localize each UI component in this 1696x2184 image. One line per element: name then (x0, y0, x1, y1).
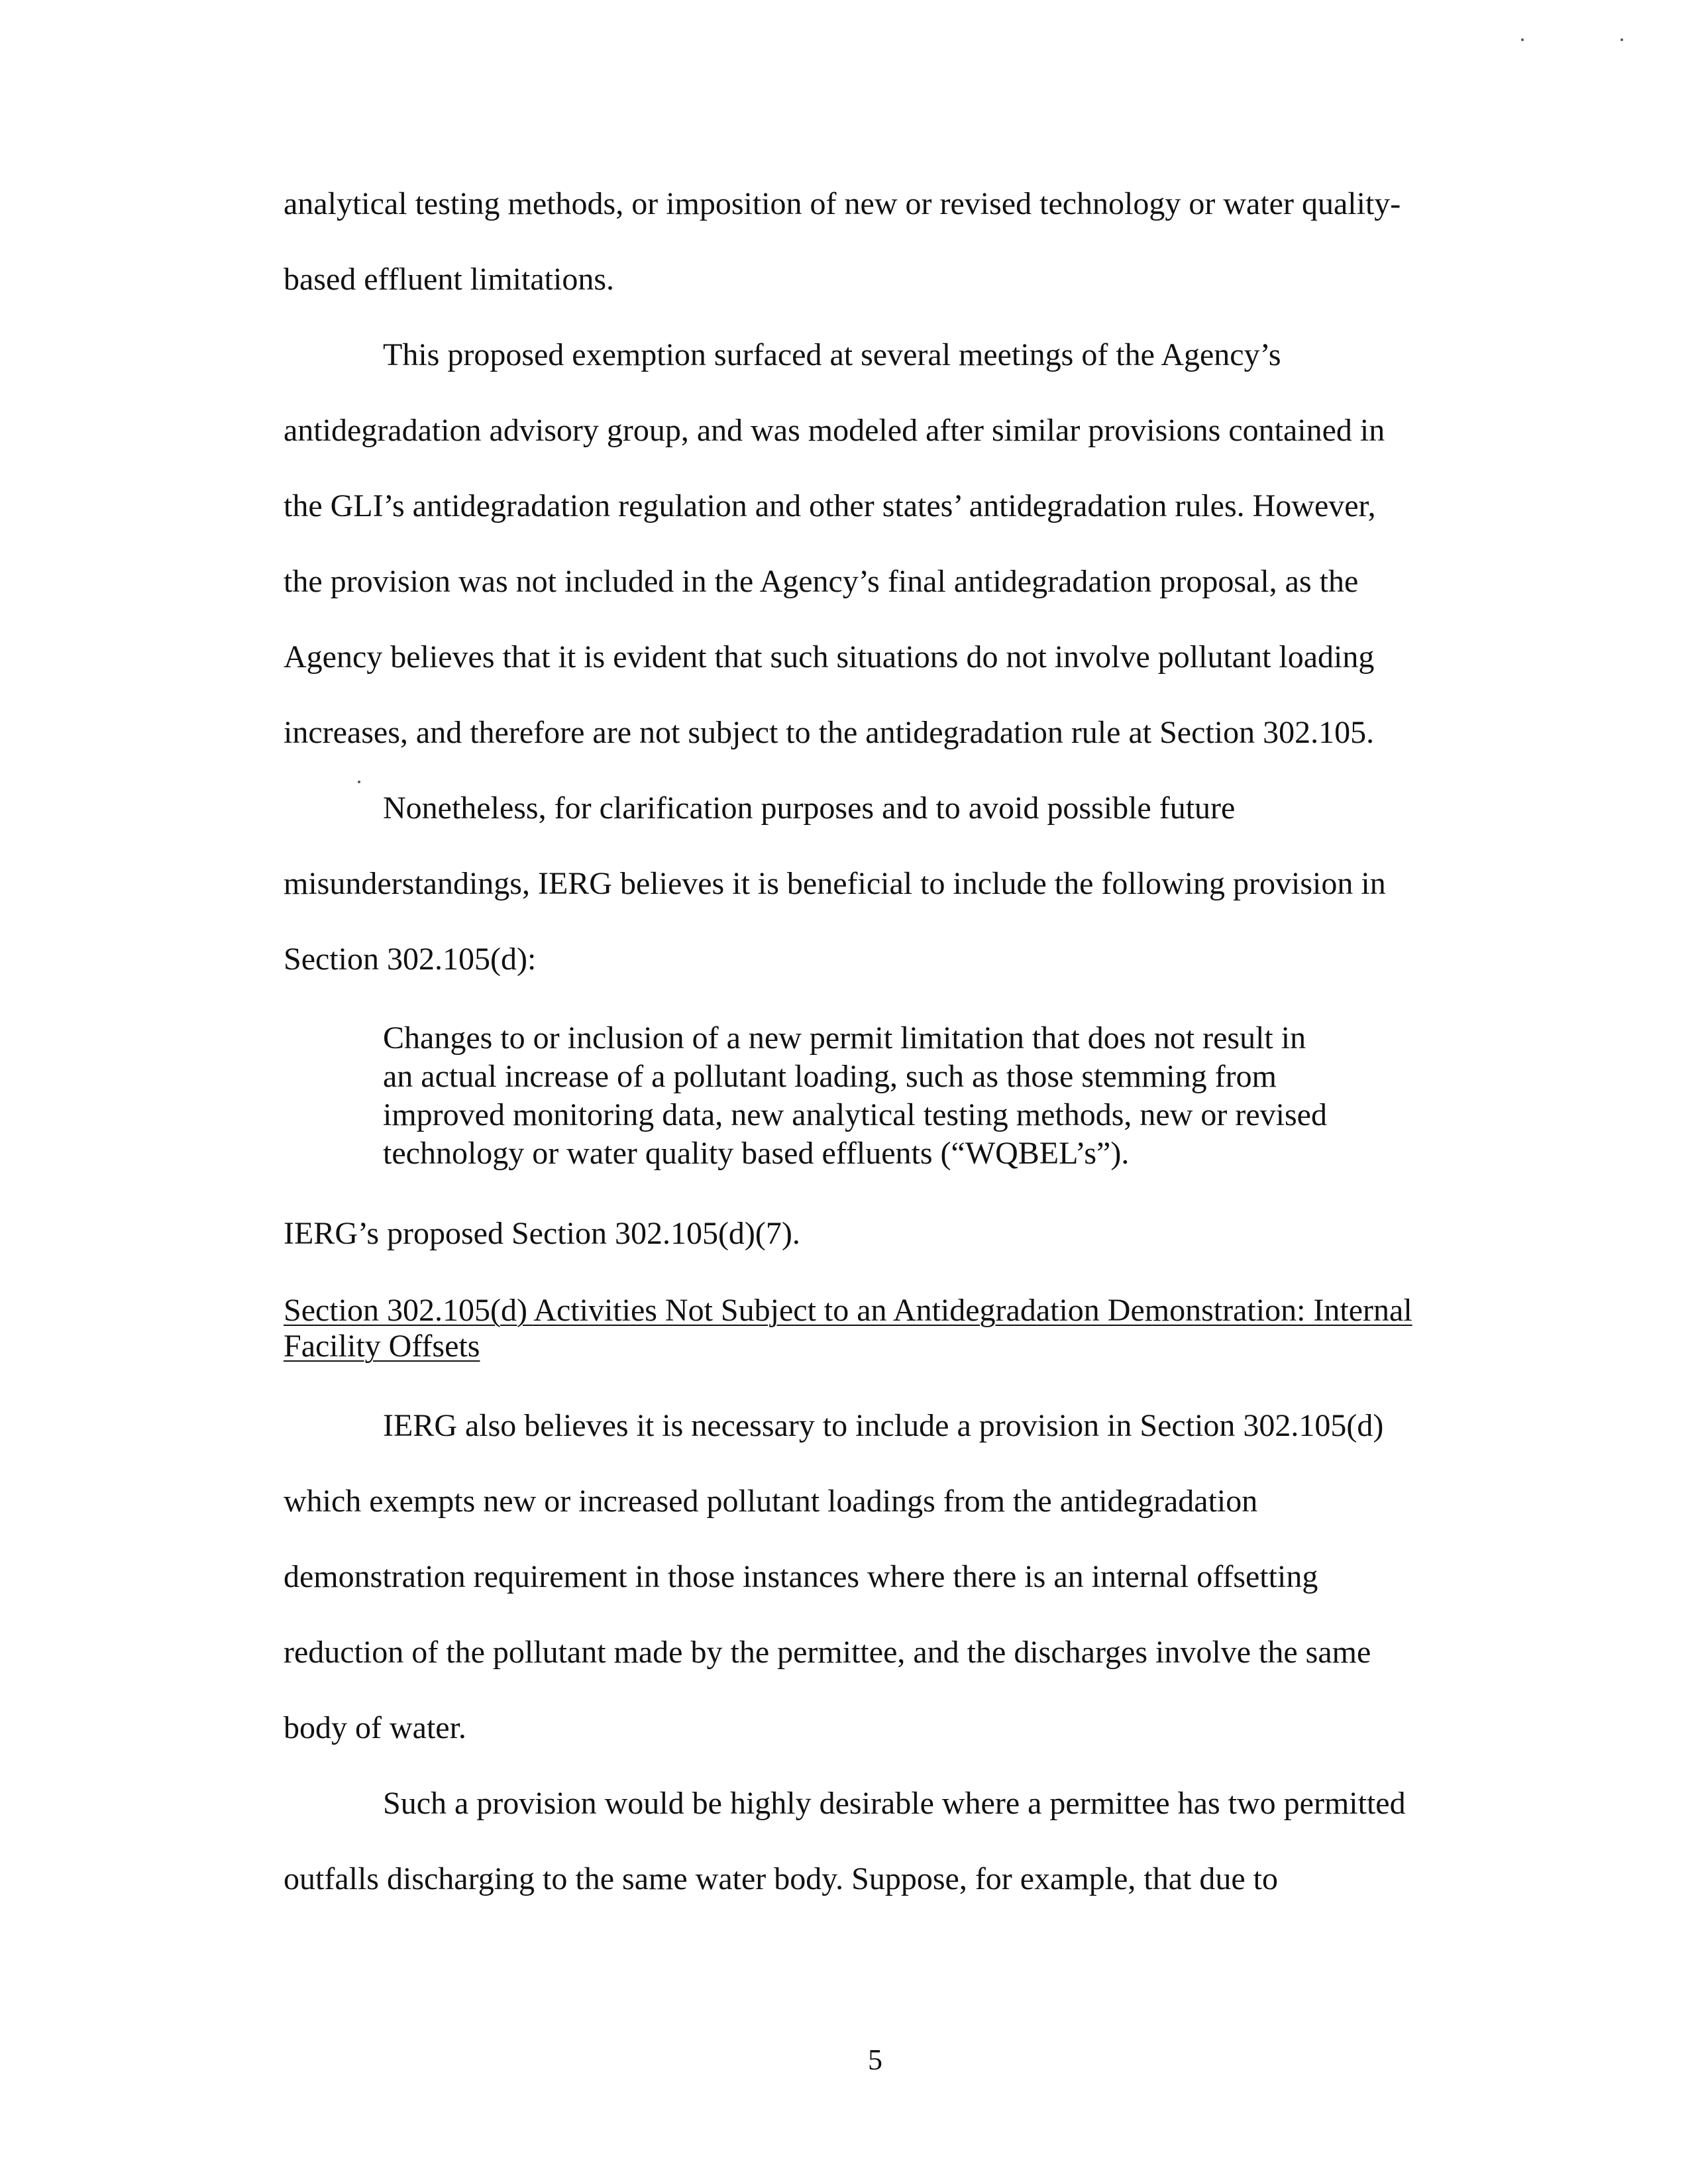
paragraph-2-line-1: This proposed exemption surfaced at several meetings of the Agency’s (383, 337, 1281, 372)
page-number: 5 (868, 2044, 882, 2076)
paragraph-4-line-4: reduction of the pollutant made by the permittee, and the discharges involve the same (284, 1635, 1371, 1670)
paragraph-4-line-5: body of water. (284, 1710, 466, 1745)
paragraph-1-line-1: analytical testing methods, or imposition of new or revised technology or water quality- (284, 186, 1401, 221)
scan-speck (1620, 38, 1623, 41)
block-quote-line-1: Changes to or inclusion of a new permit limitation that does not result in (383, 1020, 1306, 1056)
section-heading-line-2: Facility Offsets (284, 1329, 480, 1364)
block-quote-line-4: technology or water quality based effluents (“WQBEL’s”). (383, 1136, 1130, 1171)
paragraph-2-line-4: the provision was not included in the Agency’s final antidegradation proposal, as the (284, 564, 1359, 599)
paragraph-4-line-2: which exempts new or increased pollutant loadings from the antidegradation (284, 1484, 1258, 1519)
scan-speck (358, 781, 360, 783)
citation: IERG’s proposed Section 302.105(d)(7). (284, 1216, 800, 1251)
paragraph-2-line-5: Agency believes that it is evident that such situations do not involve pollutant loading (284, 639, 1375, 675)
paragraph-2-line-3: the GLI’s antidegradation regulation and other states’ antidegradation rules. However, (284, 488, 1376, 523)
paragraph-2-line-6: increases, and therefore are not subject to the antidegradation rule at Section 302.105. (284, 715, 1375, 750)
section-heading-line-1: Section 302.105(d) Activities Not Subject to an Antidegradation Demonstration: Internal (284, 1293, 1412, 1328)
paragraph-3-line-3: Section 302.105(d): (284, 942, 537, 977)
paragraph-4-line-1: IERG also believes it is necessary to include a provision in Section 302.105(d) (383, 1408, 1384, 1443)
paragraph-5-line-2: outfalls discharging to the same water body. Suppose, for example, that due to (284, 1861, 1278, 1896)
paragraph-5-line-1: Such a provision would be highly desirable where a permittee has two permitted (383, 1786, 1406, 1821)
paragraph-4-line-3: demonstration requirement in those instances where there is an internal offsetting (284, 1559, 1318, 1594)
paragraph-1-line-2: based effluent limitations. (284, 262, 615, 297)
block-quote-line-3: improved monitoring data, new analytical testing methods, new or revised (383, 1097, 1327, 1132)
paragraph-2-line-2: antidegradation advisory group, and was modeled after similar provisions contained in (284, 413, 1385, 448)
block-quote-line-2: an actual increase of a pollutant loading, such as those stemming from (383, 1059, 1277, 1094)
scan-speck (1521, 38, 1524, 41)
paragraph-3-line-2: misunderstandings, IERG believes it is beneficial to include the following provision in (284, 866, 1386, 901)
paragraph-3-line-1: Nonetheless, for clarification purposes and to avoid possible future (383, 791, 1236, 826)
